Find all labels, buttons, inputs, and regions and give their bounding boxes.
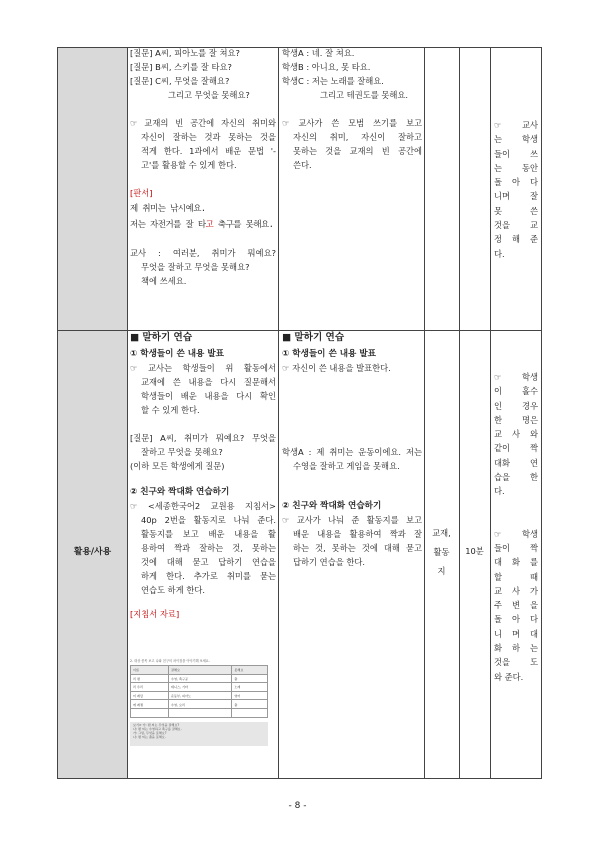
question-line: [질문] C씨, 무엇을 잘해요? [130, 76, 230, 86]
guide-example-box: 보기> 가: 렌 씨는 무엇을 잘해요? 나: 렌 씨는 수영하고 축구를 잘해요. 가: 그럼, 무엇을 못해요? 나: 렌 씨는 춤을 못해요. [130, 722, 268, 746]
learner-answer: 학생C : 저는 노래를 잘해요. [282, 76, 384, 86]
stage-cell [58, 48, 127, 330]
question-line: [질문] A씨, 피아노를 잘 쳐요? [130, 48, 240, 58]
teacher-tip: ☞ 교사는 학생들이 위 활동에서 [130, 363, 276, 373]
learner-answer: 학생A : 제 취미는 운동이에요. 저는 [282, 447, 422, 457]
learner-tip: 답하기 연습을 한다. [293, 557, 366, 567]
teacher-tip: 하게 한다. 추가로 취미를 묻는 [141, 571, 276, 581]
question-line: 잘하고 무엇을 못해요? [141, 447, 223, 457]
section-header: ■ 말하기 연습 [282, 332, 345, 343]
board-label: [판서] [130, 188, 153, 198]
learner-tip: 배운 내용을 활용하여 짝과 잘 [293, 529, 422, 539]
board-highlight: 고 [205, 220, 214, 230]
note-cell: ☞ 교사 는 학생 들이 쓰 는 동안 돌 아 다 니며 잘 못 쓴 것을 교 정 해 준 다. [494, 120, 538, 259]
guide-table: 이름 잘해요 못해요 리 렌 수영, 축구공 춤 리 우리 테니스, 기타 노래 미 레랑 운동부, 피아노 영어 에 레쟁 수영, 요리 춤 [130, 665, 268, 718]
learner-tip: 쓴다. [293, 160, 312, 170]
step-title: ② 친구와 짝대화 연습하기 [282, 501, 382, 511]
teacher-tip: ☞ <세종한국어2 교원용 지침서> [130, 501, 276, 511]
step-title: ② 친구와 짝대화 연습하기 [130, 487, 230, 497]
question-line: (이하 모든 학생에게 질문) [130, 461, 225, 471]
learner-tip: 못하는 것을 교재의 빈 공간에 [293, 146, 422, 156]
stage-label: 활용/사용 [73, 547, 112, 557]
learner-answer: 수영을 잘하고 게임을 못해요. [293, 461, 400, 471]
section-header: ■ 말하기 연습 [130, 332, 193, 343]
time-cell: 10분 [465, 546, 484, 556]
learner-tip: ☞ 교사가 쓴 모범 쓰기를 보고 [282, 118, 422, 128]
teacher-tip: 교재에 쓴 내용을 다시 질문해서 [141, 377, 276, 387]
board-line: 저는 자전거를 잘 타고 축구를 못해요. [130, 220, 274, 230]
question-line: [질문] B씨, 스키를 잘 타요? [130, 62, 232, 72]
teacher-tip: 용하여 짝과 잘하는 것, 못하는 [141, 543, 276, 553]
teacher-tip: ☞ 교재의 빈 공간에 자신의 취미와 [130, 118, 276, 128]
learner-answer: 학생B : 아니요, 못 타요. [282, 62, 371, 72]
teacher-tip: 자신이 잘하는 것과 못하는 것을 [141, 132, 276, 142]
learner-activity-cell [282, 46, 422, 172]
teacher-closing: 교사 : 여러분, 취미가 뭐예요? [130, 248, 276, 258]
guide-material-image [130, 657, 270, 773]
question-line: 그리고 무엇을 못해요? [168, 90, 250, 100]
teacher-closing: 책에 쓰세요. [141, 276, 187, 286]
teacher-tip: 활동지를 보고 배운 내용을 활 [141, 529, 276, 539]
materials-cell: 교재, 활동 지 [432, 528, 451, 576]
teacher-tip: 학생들이 배운 내용을 다시 확인 [141, 391, 276, 401]
learner-answer: 그리고 테권도를 못해요. [320, 90, 409, 100]
learner-tip: 하는 것, 못하는 것에 대해 묻고 [293, 543, 422, 553]
step-title: ① 학생들이 쓴 내용 발표 [282, 349, 376, 359]
teacher-tip: 할 수 있게 한다. [141, 405, 200, 415]
guide-caption: 2. 대상 종목 보고 나와 친구의 차이점을 이야기해 보세요. [130, 659, 210, 663]
teacher-activity-cell [130, 330, 276, 621]
guide-label: [지침서 자료] [130, 609, 180, 619]
teacher-tip: 것에 대해 묻고 답하기 연습을 [141, 557, 276, 567]
learner-tip: 자신의 취미, 자신이 잘하고 [293, 132, 422, 142]
learner-activity-cell [282, 330, 422, 569]
teacher-tip: 40p 2번을 활동지로 나눠 준다. [141, 515, 276, 525]
teacher-tip: 연습도 하게 한다. [141, 585, 206, 595]
step-title: ① 학생들이 쓴 내용 발표 [130, 349, 224, 359]
learner-answer: 학생A : 네. 잘 쳐요. [282, 48, 355, 58]
teacher-closing: 무엇을 잘하고 무엇을 못해요? [141, 262, 250, 272]
note-cell: ☞ 학생 이 홀수 인 경우 한 명은 교 사 와 같이 짝 대화 연 습을 한 다. ☞ 학생 들이 짝 대 화 를 할 때 교 사 가 주 변 을 돌 아 다 니 며 대 화 하 는 것을 도 와 준다. [494, 372, 538, 682]
question-line: [질문] A씨, 취미가 뭐예요? 무엇을 [130, 433, 276, 443]
board-line: 제 취미는 낚시예요. [130, 204, 206, 214]
learner-tip: ☞ 자신이 쓴 내용을 발표한다. [282, 363, 391, 373]
page-number: - 8 - [288, 801, 307, 811]
learner-tip: ☞ 교사가 나눠 준 활동지를 보고 [282, 515, 422, 525]
teacher-activity-cell [130, 46, 276, 288]
teacher-tip: 적게 한다. 1과에서 배운 문법 '- [141, 146, 276, 156]
table-row [58, 48, 541, 331]
teacher-tip: 고'를 활용할 수 있게 한다. [141, 160, 237, 170]
